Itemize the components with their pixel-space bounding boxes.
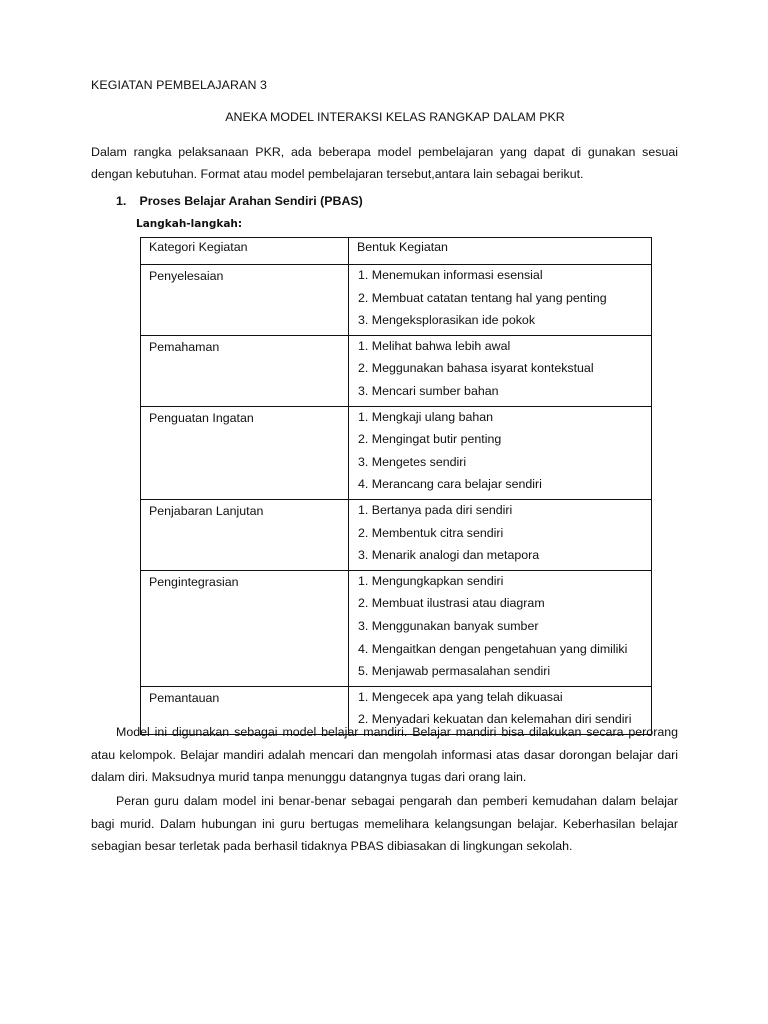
body-paragraph: Model ini digunakan sebagai model belajar mandiri. Belajar mandiri bisa dilakukan secara perorang atau kelompok. Belajar mandiri adalah mencari dan mengolah informasi atas dasar dorongan belajar dari dalam diri. Maksudnya murid tanpa menunggu datangnya tugas dari orang lain. (91, 725, 678, 784)
activity-item: 1. Mengecek apa yang telah dikuasai (358, 689, 563, 704)
document-title: ANEKA MODEL INTERAKSI KELAS RANGKAP DALAM PKR (225, 110, 565, 124)
activity-item: 3. Menarik analogi dan metapora (358, 548, 540, 563)
table-cell-activities (349, 499, 652, 570)
activity-item: 1. Bertanya pada diri sendiri (358, 502, 513, 517)
table-cell-category: Pemantauan (141, 686, 349, 734)
table-header-category: Kategori Kegiatan (141, 238, 349, 265)
activity-item: 1. Melihat bahwa lebih awal (358, 338, 511, 353)
activity-item: 2. Mengingat butir penting (358, 432, 502, 447)
activity-item: 2. Membentuk citra sendiri (358, 525, 504, 540)
section-heading-text: Proses Belajar Arahan Sendiri (PBAS) (139, 194, 363, 208)
table-row (141, 499, 652, 570)
activity-item: 4. Mengaitkan dengan pengetahuan yang dimiliki (358, 641, 628, 656)
section-heading (116, 194, 363, 208)
table-cell-category: Penjabaran Lanjutan (141, 499, 349, 570)
table-cell-activities (349, 570, 652, 686)
table-cell-category: Pengintegrasian (141, 570, 349, 686)
activity-item: 3. Menggunakan banyak sumber (358, 618, 539, 633)
steps-subheading: Langkah-langkah: (136, 218, 243, 230)
activity-item: 3. Mencari sumber bahan (358, 383, 499, 398)
activity-item: 4. Merancang cara belajar sendiri (358, 477, 542, 492)
activity-item: 1. Mengungkapkan sendiri (358, 573, 504, 588)
activity-item: 3. Mengeksplorasikan ide pokok (358, 313, 536, 328)
table-cell-category: Penyelesaian (141, 265, 349, 336)
table-header-row (141, 238, 652, 265)
section-number: 1. (116, 194, 127, 208)
table-cell-activities (349, 335, 652, 406)
table-row (141, 570, 652, 686)
activity-item: 2. Meggunakan bahasa isyarat kontekstual (358, 361, 594, 376)
intro-paragraph: Dalam rangka pelaksanaan PKR, ada beberapa model pembelajaran yang dapat di gunakan sesuai dengan kebutuhan. Format atau model pembelajaran tersebut,antara lain sebagai berikut. (91, 145, 678, 181)
activity-item: 1. Mengkaji ulang bahan (358, 409, 494, 424)
table-row (141, 406, 652, 499)
table-cell-activities (349, 265, 652, 336)
activity-item: 2. Membuat ilustrasi atau diagram (358, 596, 545, 611)
activity-item: 2. Membuat catatan tentang hal yang penting (358, 290, 607, 305)
table-row (141, 335, 652, 406)
table-cell-activities (349, 406, 652, 499)
activity-item: 1. Menemukan informasi esensial (358, 268, 543, 282)
body-paragraph: Peran guru dalam model ini benar-benar sebagai pengarah dan pemberi kemudahan dalam belajar bagi murid. Dalam hubungan ini guru bertugas memelihara kelangsungan belajar. Keberhasilan belajar sebagian besar terletak pada berhasil tidaknya PBAS dibiasakan di lingkungan sekolah. (91, 794, 678, 853)
table-cell-category: Pemahaman (141, 335, 349, 406)
section-label: KEGIATAN PEMBELAJARAN 3 (91, 78, 268, 92)
table-header-activity: Bentuk Kegiatan (349, 238, 652, 265)
activity-item: 2. Menyadari kekuatan dan kelemahan diri sendiri (358, 712, 632, 727)
activity-table (140, 237, 652, 735)
table-row (141, 265, 652, 336)
activity-item: 3. Mengetes sendiri (358, 454, 467, 469)
activity-item: 5. Menjawab permasalahan sendiri (358, 664, 551, 679)
table-cell-category: Penguatan Ingatan (141, 406, 349, 499)
